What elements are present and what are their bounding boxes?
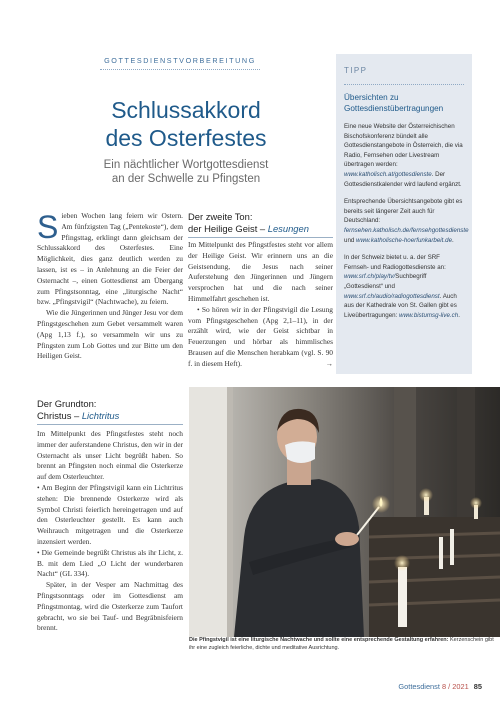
subtitle-line-2: an der Schwelle zu Pfingsten (111, 173, 261, 185)
intro-paragraph-1 (37, 211, 183, 308)
link-srf-tv[interactable]: www.srf.ch/play/tv/ (344, 273, 396, 281)
continue-arrow-icon: → (325, 358, 333, 368)
heading-line: der Heilige Geist – (188, 222, 268, 234)
paragraph: • So hören wir in der Pfingstvigil die Lesung vom Pfingstgeschehen (Apg 2,1–11), in der erzählt wird, wie der Geist sichtbar in Feuerzungen und hörbar als himmlisches Brausen auf die Menschen herabkam (vgl. S. 90 f. in diesem Heft). → (188, 304, 333, 368)
heading-line: Der zweite Ton: (188, 211, 253, 222)
article-subtitle (86, 158, 286, 186)
tip-paragraph-germany: Entsprechende Übersichtsangebote gibt es bereits seit längerer Zeit auch für Deutschland: fernsehen.katholisch.de/fernsehgottesdienste und www.katholische-hoerfunkarbeit.de. (344, 198, 469, 244)
paragraph: Im Mittelpunkt des Pfingstfestes steht noch immer der auferstandene Christus, den wir in der Osternacht als unser Licht begrüßt haben. So brennt an Pfingsten noch einmal die Osterkerze auf dem Osterleuchter. (37, 429, 183, 482)
page-number: 85 (473, 682, 482, 691)
photo-illustration (189, 387, 500, 637)
caption-lead: Die Pfingstvigil ist eine liturgische Nachtwache und sollte eine entsprechende Gestaltung erfahren: (189, 637, 449, 643)
issue-number: 8 / 2021 (441, 682, 469, 691)
heading-emphasis: Lesungen (267, 222, 309, 234)
intro-paragraph-2: Wie die Jüngerinnen und Jünger Jesu vor dem Pfingstgeschehen zum Gebet versammelt waren (Apg 1,13 f.), so versammeln wir uns zu Pfingsten zum Lob Gottes und zur Bitte um den Heiligen Geist. (37, 308, 183, 361)
tip-paragraph-austria: Eine neue Website der Österreichischen Bischofskonferenz bündelt alle Gottesdienstangebote in Österreich, die via Radio, Fernsehen oder Livestream übertragen werden: www.katholisch.at/gottesdienste. Der Gottesdienstkalender wird laufend ergänzt. (344, 123, 463, 188)
link-bistum-sg[interactable]: www.bistumsg-live.ch (399, 311, 459, 319)
caption-text: Kerzenschein gibt ihr eine zugleich feierliche, dichte und meditative Ausrichtung. (189, 637, 494, 651)
tip-box (336, 54, 472, 374)
page-footer (398, 682, 482, 691)
section-heading-second-tone (188, 211, 333, 234)
heading-line: Der Grundton: (37, 398, 97, 409)
kicker-divider (100, 69, 260, 70)
heading-emphasis: Lichtritus (81, 409, 120, 421)
tip-label: TIPP (344, 66, 368, 75)
paragraph: • Die Gemeinde begrüßt Christus als ihr Licht, z. B. mit dem Lied „O Licht der wunderbaren Nacht“ (GL 334). (37, 547, 183, 579)
subtitle-line-1: Ein nächtlicher Wortgottesdienst (103, 159, 269, 171)
article-title (86, 96, 286, 152)
magazine-name: Gottesdienst (398, 682, 440, 691)
section-ground-tone-text (37, 429, 183, 634)
section-second-tone-text (188, 240, 333, 370)
intro-text (37, 211, 183, 362)
drop-cap: S (37, 209, 59, 245)
link-srf-audio[interactable]: www.srf.ch/audio/radiogottesdienst (344, 292, 440, 300)
link-fernsehen-katholisch[interactable]: fernsehen.katholisch.de/fernsehgottesdienste (344, 226, 469, 234)
section-divider (37, 424, 183, 425)
title-line-1: Schlussakkord (111, 97, 261, 123)
tip-heading: Übersichten zu Gottesdienstübertragungen (344, 93, 444, 113)
intro-p1-text: ieben Wochen lang feiern wir Ostern. Am fünfzigsten Tag („Pentekoste“), dem Pfingsttag, erklingt dann gleichsam der Schlussakkord des Osterfestes. Eine Möglichkeit, dies ganz deutlich werden zu lassen, ist es – in Anlehnung an die Feier der Osternacht –, einen Gottesdienst am Übergang zum Pfingstsonntag, eine „liturgische Nacht“ bzw. „Pfingstvigil“ (Nachtwache), zu feiern. (37, 211, 183, 307)
paragraph: Später, in der Vesper am Nachmittag des Pfingstsonntags oder im Gottesdienst am Pfingstmontag, wird die Osterkerze zum Taufort gebracht, wo sie bei Tauf- und Begräbnisfeiern brennt. (37, 580, 183, 633)
title-line-2: des Osterfestes (105, 125, 267, 151)
paragraph: • Am Beginn der Pfingstvigil kann ein Lichtritus stehen: Die brennende Osterkerze wird als Symbol Christi feierlich hereingetragen und auf den Osterleuchter gestellt. Es kann auch Weihrauch mitgetragen und die Osterkerze inzensiert werden. (37, 482, 183, 546)
heading-line: Christus – (37, 409, 82, 421)
paragraph: Im Mittelpunkt des Pfingstfestes steht vor allem der Heilige Geist. Wir erinnern uns an die Geistsendung, die Jesus nach seiner Auferstehung den Jüngerinnen und Jüngern versprochen hat und die nach seiner Himmelfahrt geschehen ist. (188, 240, 333, 303)
section-heading-ground-tone (37, 398, 183, 421)
section-kicker: GOTTESDIENSTVORBEREITUNG (104, 56, 256, 65)
link-hoerfunkarbeit[interactable]: www.katholische-hoerfunkarbeit.de (356, 236, 453, 244)
section-divider (188, 237, 333, 238)
tip-paragraph-switzerland: In der Schweiz bietet u. a. der SRF Fernseh- und Radiogottesdienste an: www.srf.ch/play/tv/Suchbegriff „Gottesdienst“ und www.srf.ch/audio/radiogottesdienst. Auch aus der Kathedrale von St. Gallen gibt es Liveübertragungen: www.bistumsg-live.ch. (344, 254, 460, 319)
photo-caption (189, 637, 497, 652)
candle-vigil-photo (189, 387, 500, 637)
tip-divider (344, 84, 464, 85)
link-katholisch[interactable]: www.katholisch.at/gottesdienste (344, 170, 432, 178)
